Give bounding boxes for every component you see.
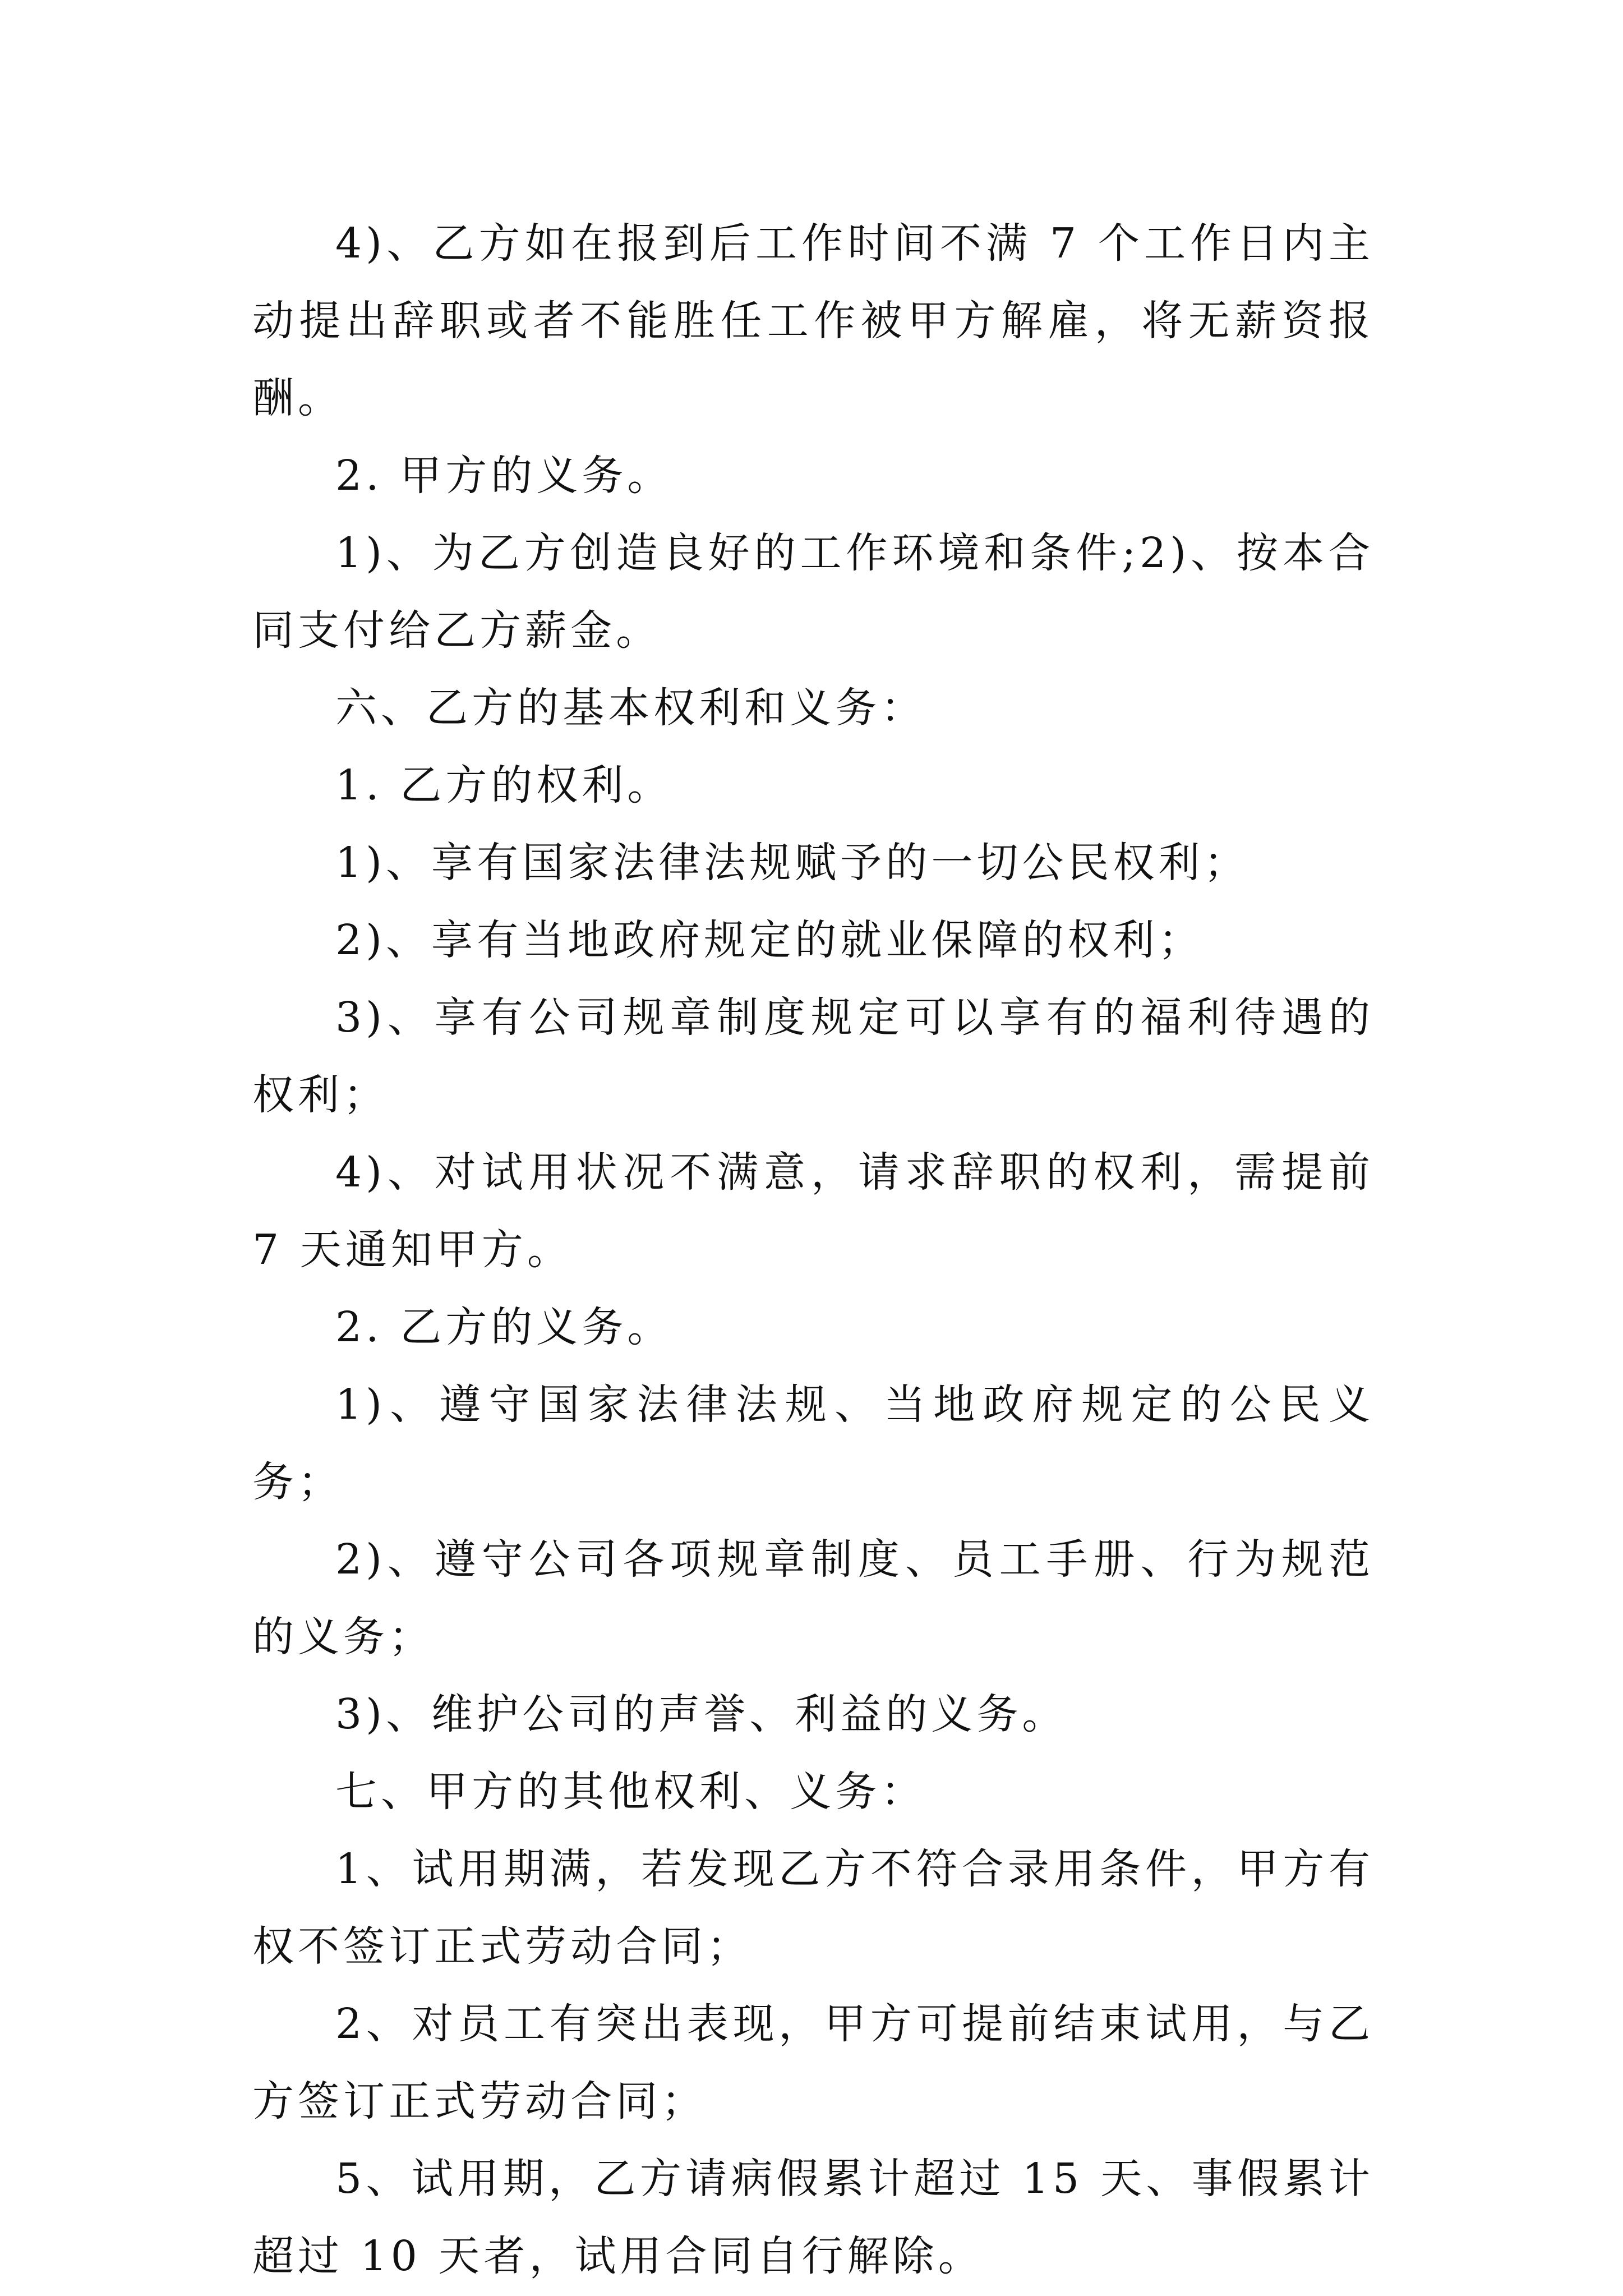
paragraph: 4)、对试用状况不满意，请求辞职的权利，需提前 7 天通知甲方。 (252, 1148, 1374, 1274)
paragraph: 2)、遵守公司各项规章制度、员工手册、行为规范的义务； (252, 1535, 1374, 1661)
paragraph: 3)、享有公司规章制度规定可以享有的福利待遇的权利； (252, 993, 1374, 1119)
paragraph: 2. 甲方的义务。 (335, 452, 673, 500)
paragraph: 1)、为乙方创造良好的工作环境和条件;2)、按本合同支付给乙方薪金。 (252, 529, 1374, 655)
paragraph: 3)、维护公司的声誉、利益的义务。 (335, 1690, 1068, 1738)
document-body (252, 205, 1374, 2295)
paragraph: 2、对员工有突出表现，甲方可提前结束试用，与乙方签订正式劳动合同； (252, 2000, 1374, 2125)
paragraph: 5、试用期，乙方请病假累计超过 15 天、事假累计超过 10 天者，试用合同自行解除。 (252, 2155, 1374, 2280)
paragraph: 1. 乙方的权利。 (335, 761, 673, 809)
paragraph: 1)、享有国家法律法规赋予的一切公民权利； (335, 839, 1249, 887)
paragraph: 1、试用期满，若发现乙方不符合录用条件，甲方有权不签订正式劳动合同； (252, 1845, 1374, 1971)
section-heading: 七、甲方的其他权利、义务： (335, 1768, 926, 1816)
section-heading: 六、乙方的基本权利和义务： (335, 684, 926, 732)
paragraph: 2)、享有当地政府规定的就业保障的权利； (335, 916, 1204, 964)
paragraph: 1)、遵守国家法律法规、当地政府规定的公民义务； (252, 1381, 1374, 1506)
paragraph: 2. 乙方的义务。 (335, 1303, 673, 1351)
paragraph: 4)、乙方如在报到后工作时间不满 7 个工作日内主动提出辞职或者不能胜任工作被甲方解雇，将无薪资报酬。 (252, 219, 1374, 422)
